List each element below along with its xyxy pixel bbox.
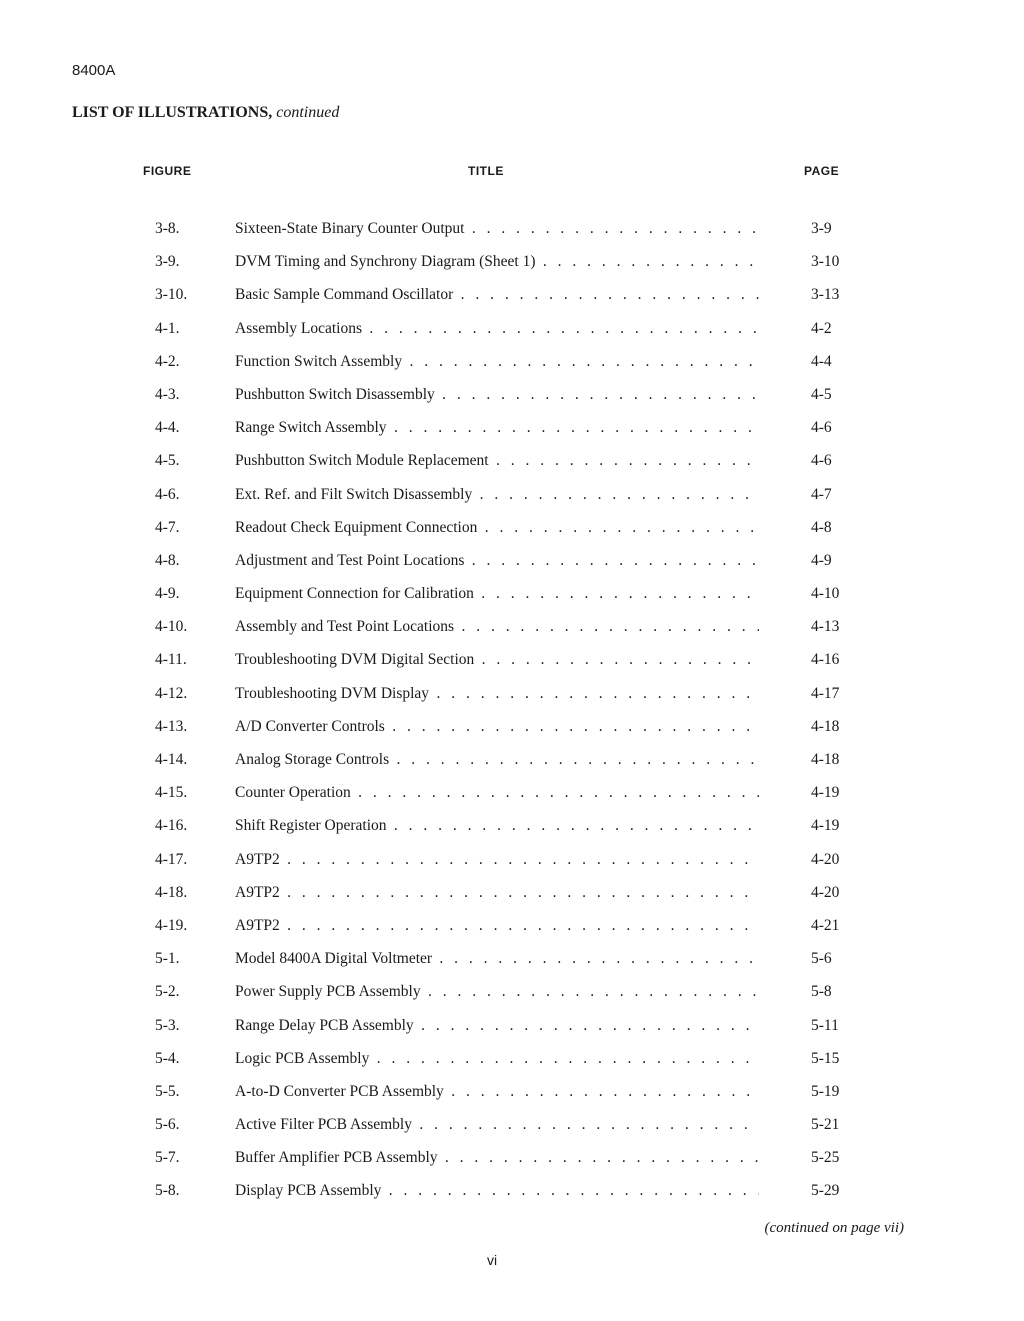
figure-page: 4-21 (811, 916, 840, 934)
figure-page: 4-6 (811, 419, 832, 437)
figure-title: Adjustment and Test Point Locations . . . (235, 552, 759, 570)
list-item (0, 878, 1024, 911)
figure-title: Sixteen-State Binary Counter Output . . . (235, 220, 759, 238)
figure-title: Display PCB Assembly . . . (235, 1182, 759, 1200)
figure-title: Active Filter PCB Assembly . . . (235, 1116, 759, 1134)
figure-title: Assembly and Test Point Locations . . . (235, 618, 759, 636)
figure-number: 4-16. (155, 817, 188, 835)
list-item (0, 645, 1024, 678)
figure-number: 3-8. (155, 220, 180, 237)
figure-number: 3-9. (155, 253, 180, 271)
figure-number: 5-3. (155, 1016, 180, 1034)
list-item (0, 845, 1024, 878)
figure-page: 4-2 (811, 319, 832, 337)
figure-page: 4-18 (811, 751, 840, 768)
figure-page: 5-19 (811, 1082, 840, 1100)
figure-page: 3-10 (811, 253, 840, 271)
page-number: vi (487, 1252, 498, 1268)
list-item (0, 1077, 1024, 1110)
figure-title: A9TP2 . . . (235, 884, 759, 902)
figure-number: 5-4. (155, 1049, 180, 1067)
figure-number: 5-1. (155, 950, 180, 968)
figure-title: Assembly Locations . . . (235, 320, 759, 338)
list-item (0, 811, 1024, 844)
figure-page: 4-19 (811, 817, 840, 835)
figure-number: 3-10. (155, 286, 188, 304)
figure-page: 5-6 (811, 950, 832, 968)
figure-page: 4-20 (811, 850, 840, 868)
figure-number: 4-4. (155, 419, 180, 437)
figure-title: Range Switch Assembly . . . (235, 419, 759, 437)
list-item (0, 679, 1024, 712)
figure-page: 4-4 (811, 352, 832, 370)
figure-number: 4-3. (155, 385, 180, 403)
list-item (0, 446, 1024, 479)
figure-number: 5-7. (155, 1149, 180, 1167)
figure-page: 4-9 (811, 551, 832, 569)
figure-number: 5-2. (155, 983, 180, 1001)
figure-number: 4-18. (155, 883, 188, 901)
figure-title: Counter Operation . . . (235, 784, 759, 802)
list-item (0, 1044, 1024, 1077)
list-item (0, 745, 1024, 778)
figure-number: 4-13. (155, 717, 188, 735)
figure-number: 4-8. (155, 551, 180, 569)
list-item (0, 612, 1024, 645)
figure-number: 4-6. (155, 485, 180, 503)
figure-title: Equipment Connection for Calibration . . . (235, 585, 759, 603)
figure-page: 3-9 (811, 220, 832, 237)
figure-page: 4-6 (811, 452, 832, 470)
figure-title: Basic Sample Command Oscillator . . . (235, 286, 759, 304)
figure-title: Buffer Amplifier PCB Assembly . . . (235, 1149, 759, 1167)
column-header-title: TITLE (468, 164, 504, 178)
figure-number: 5-8. (155, 1182, 180, 1200)
figure-title: A9TP2 . . . (235, 917, 759, 935)
figure-page: 5-29 (811, 1182, 840, 1200)
figure-page: 3-13 (811, 286, 840, 304)
figure-title: Analog Storage Controls . . . (235, 751, 759, 769)
figure-title: Power Supply PCB Assembly . . . (235, 983, 759, 1001)
figure-page: 5-8 (811, 983, 832, 1001)
figure-page: 4-16 (811, 651, 840, 669)
figure-number: 4-5. (155, 452, 180, 470)
figure-title: Readout Check Equipment Connection . . . (235, 519, 759, 537)
list-item (0, 413, 1024, 446)
list-item (0, 778, 1024, 811)
figure-number: 4-12. (155, 684, 188, 702)
list-item (0, 1143, 1024, 1176)
figure-number: 4-17. (155, 850, 188, 868)
figure-title: Logic PCB Assembly . . . (235, 1050, 759, 1068)
figure-page: 5-21 (811, 1116, 840, 1134)
figure-number: 4-1. (155, 319, 180, 337)
figure-number: 4-7. (155, 518, 180, 536)
figure-title: Troubleshooting DVM Display . . . (235, 685, 759, 703)
figure-title: A-to-D Converter PCB Assembly . . . (235, 1083, 759, 1101)
list-item (0, 347, 1024, 380)
figure-title: Pushbutton Switch Module Replacement . . . (235, 452, 759, 470)
figure-title: Function Switch Assembly . . . (235, 353, 759, 371)
figure-page: 4-7 (811, 485, 832, 503)
figure-title: A/D Converter Controls . . . (235, 718, 759, 736)
figure-page: 4-5 (811, 385, 832, 403)
figure-title: Shift Register Operation . . . (235, 817, 759, 835)
figure-number: 4-19. (155, 916, 188, 934)
figure-page: 5-25 (811, 1149, 840, 1167)
heading-text: LIST OF ILLUSTRATIONS, (72, 104, 273, 121)
figure-page: 4-13 (811, 618, 840, 636)
figure-number: 4-15. (155, 784, 188, 802)
figure-title: Troubleshooting DVM Digital Section . . . (235, 651, 759, 669)
figure-title: Ext. Ref. and Filt Switch Disassembly . . . (235, 486, 759, 504)
list-item (0, 712, 1024, 745)
list-item (0, 911, 1024, 944)
figure-title: A9TP2 . . . (235, 851, 759, 869)
figure-title: Range Delay PCB Assembly . . . (235, 1017, 759, 1035)
continued-note: (continued on page vii) (764, 1220, 904, 1236)
figure-page: 4-19 (811, 784, 840, 802)
figure-page: 4-10 (811, 585, 840, 603)
figure-number: 4-9. (155, 585, 180, 603)
list-item (0, 280, 1024, 313)
figure-page: 5-11 (811, 1016, 839, 1034)
column-header-figure: FIGURE (143, 164, 192, 178)
figure-title: DVM Timing and Synchrony Diagram (Sheet 1) . . . (235, 253, 759, 271)
figure-number: 5-6. (155, 1116, 180, 1134)
section-heading (72, 104, 339, 122)
illustration-list (0, 214, 1024, 1210)
figure-page: 4-8 (811, 518, 832, 536)
list-item (0, 513, 1024, 546)
figure-page: 4-17 (811, 684, 840, 702)
list-item (0, 944, 1024, 977)
figure-page: 4-20 (811, 883, 840, 901)
list-item (0, 546, 1024, 579)
figure-title: Pushbutton Switch Disassembly . . . (235, 386, 759, 404)
list-item (0, 480, 1024, 513)
column-header-page: PAGE (804, 164, 840, 178)
list-item (0, 1110, 1024, 1143)
list-item (0, 977, 1024, 1010)
model-number: 8400A (72, 62, 116, 79)
figure-number: 4-10. (155, 618, 188, 636)
list-item (0, 1011, 1024, 1044)
figure-number: 4-11. (155, 651, 187, 669)
figure-number: 4-14. (155, 751, 188, 768)
figure-number: 4-2. (155, 352, 180, 370)
list-item (0, 579, 1024, 612)
figure-page: 5-15 (811, 1049, 840, 1067)
list-item (0, 380, 1024, 413)
list-item (0, 247, 1024, 280)
list-item (0, 1176, 1024, 1209)
figure-page: 4-18 (811, 717, 840, 735)
list-item (0, 314, 1024, 347)
figure-number: 5-5. (155, 1082, 180, 1100)
list-item (0, 214, 1024, 247)
heading-continued: continued (276, 104, 340, 121)
figure-title: Model 8400A Digital Voltmeter . . . (235, 950, 759, 968)
